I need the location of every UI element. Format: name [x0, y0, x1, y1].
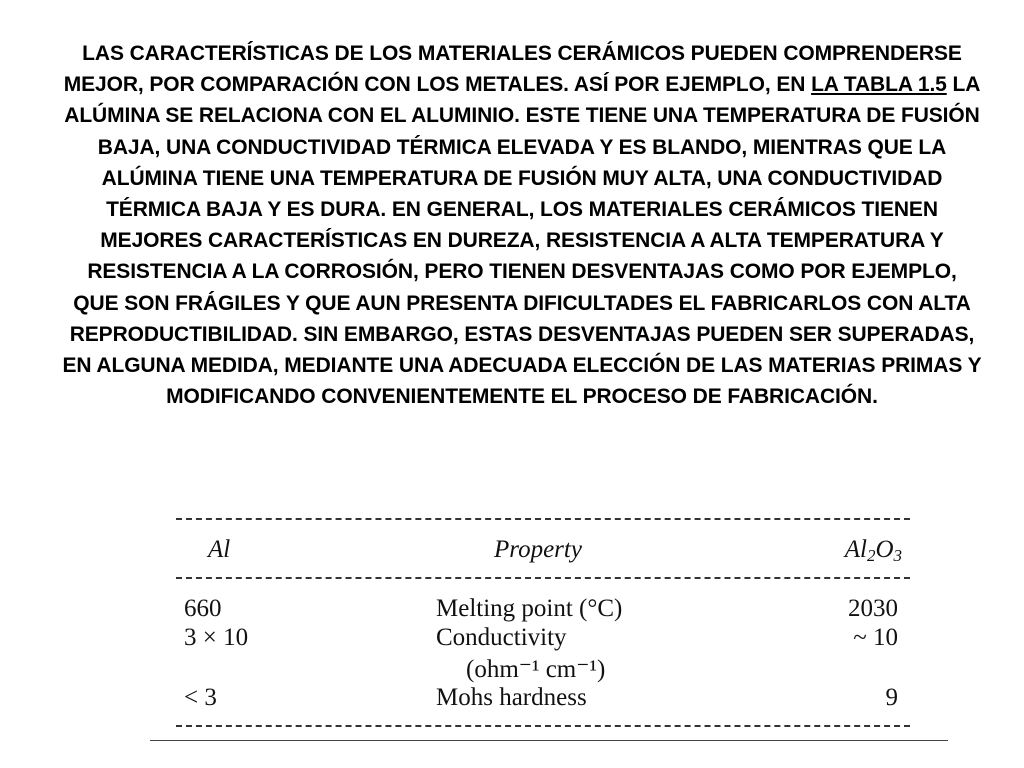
bottom-divider: [150, 740, 948, 741]
header-al2o3-sub-3: 3: [893, 546, 902, 565]
header-al2o3-o: O: [875, 536, 894, 563]
body-paragraph: [62, 38, 982, 412]
table-row-1-al: 660: [184, 595, 222, 622]
table-bottom-rule: [176, 725, 910, 727]
table-row-2-al: 3 × 10: [184, 624, 249, 651]
table-row-1-property: Melting point (°C): [436, 595, 623, 622]
table-reference-link: LA TABLA 1.5: [811, 73, 947, 97]
comparison-table: [176, 512, 910, 732]
table-row-2-property: Conductivity: [436, 624, 567, 651]
table-row-1-al2o3: 2030: [848, 595, 898, 622]
header-al2o3-sub-2: 2: [866, 546, 876, 565]
header-property: Property: [494, 536, 582, 563]
table-header-rule: [176, 577, 910, 579]
header-al: Al: [208, 536, 231, 563]
table-row-3-property: Mohs hardness: [436, 684, 587, 711]
table-top-rule: [176, 518, 910, 520]
paragraph-text-after: LA ALÚMINA SE RELACIONA CON EL ALUMINIO. ESTE TIENE UNA TEMPERATURA DE FUSIÓN BAJA, UNA CONDUCTIVIDAD TÉRMICA ELEVADA Y ES BLANDO, MIENTRAS QUE LA ALÚMINA TIENE UNA TEMPERATURA DE FUSIÓN MUY ALTA, UNA CONDUCTIVIDAD TÉRMICA BAJA Y ES DURA. EN GENERAL, LOS MATERIALES CERÁMICOS TIENEN MEJORES CARACTERÍSTICAS EN DUREZA, RESISTENCIA A ALTA TEMPERATURA Y RESISTENCIA A LA CORROSIÓN, PERO TIENEN DESVENTAJAS COMO POR EJEMPLO, QUE SON FRÁGILES Y QUE AUN PRESENTA DIFICULTADES EL FABRICARLOS CON ALTA REPRODUCTIBILIDAD. SIN EMBARGO, ESTAS DESVENTAJAS PUEDEN SER SUPERADAS, EN ALGUNA MEDIDA, MEDIANTE UNA ADECUADA ELECCIÓN DE LAS MATERIAS PRIMAS Y MODIFICANDO CONVENIENTEMENTE EL PROCESO DE FABRICACIÓN.: [62, 73, 982, 409]
paragraph-text-before: LAS CARACTERÍSTICAS DE LOS MATERIALES CERÁMICOS PUEDEN COMPRENDERSE MEJOR, POR COMPARACIÓN CON LOS METALES. ASÍ POR EJEMPLO, EN: [63, 42, 962, 97]
header-al2o3: [845, 536, 902, 566]
table-row-2-property-units: (ohm⁻¹ cm⁻¹): [466, 656, 606, 683]
header-al2o3-al: Al: [844, 536, 867, 563]
table-row-3-al: < 3: [184, 684, 217, 711]
table-row-3-al2o3: 9: [885, 684, 898, 711]
table-row-2-al2o3: ~ 10: [853, 624, 898, 651]
